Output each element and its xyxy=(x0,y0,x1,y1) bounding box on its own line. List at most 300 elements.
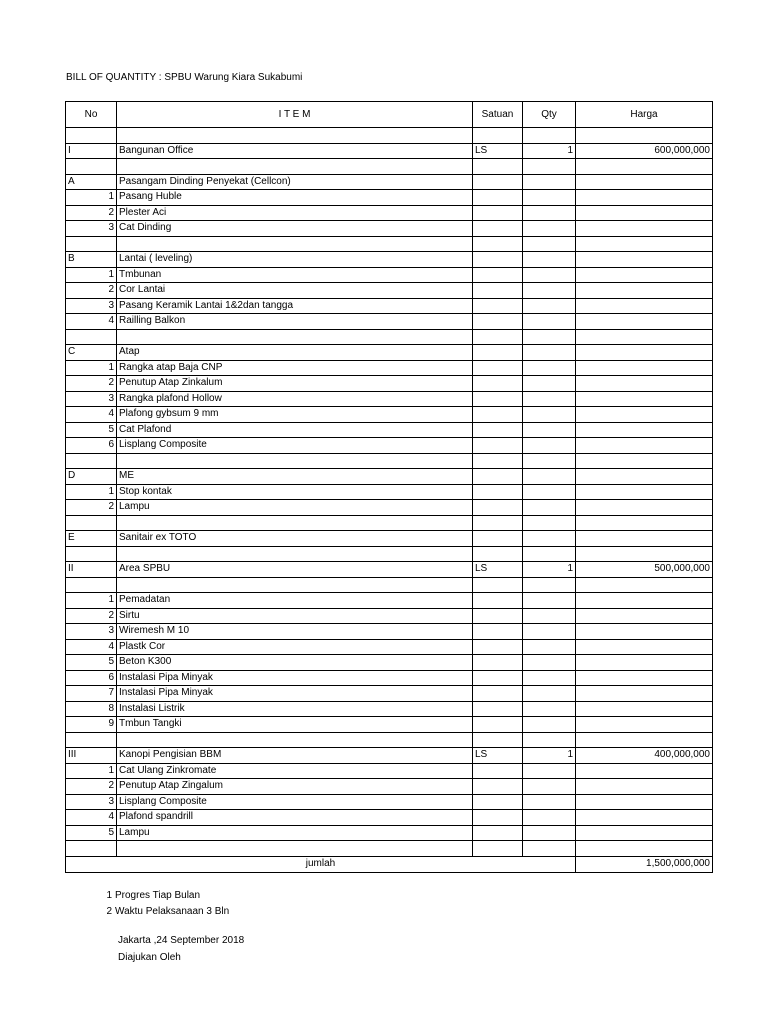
note-text: Waktu Pelaksanaan 3 Bln xyxy=(115,906,230,917)
cell-qty xyxy=(523,825,576,841)
cell-satuan xyxy=(473,593,523,609)
cell-qty: 1 xyxy=(523,562,576,578)
table-row xyxy=(66,717,713,733)
submitted-by: Diajukan Oleh xyxy=(118,952,181,963)
cell-satuan xyxy=(473,128,523,144)
table-row xyxy=(66,453,713,469)
cell-no: B xyxy=(66,252,117,268)
table-row xyxy=(66,205,713,221)
cell-harga xyxy=(576,794,713,810)
cell-item: Pasang Keramik Lantai 1&2dan tangga xyxy=(117,298,473,314)
cell-no xyxy=(66,577,117,593)
cell-no: 3 xyxy=(66,794,117,810)
cell-no: E xyxy=(66,531,117,547)
cell-item xyxy=(117,159,473,175)
cell-harga xyxy=(576,639,713,655)
cell-satuan: LS xyxy=(473,143,523,159)
cell-harga xyxy=(576,236,713,252)
cell-no xyxy=(66,159,117,175)
note-item xyxy=(100,905,229,921)
cell-harga xyxy=(576,670,713,686)
cell-no: C xyxy=(66,345,117,361)
cell-item: Plafong gybsum 9 mm xyxy=(117,407,473,423)
cell-satuan xyxy=(473,453,523,469)
cell-satuan: LS xyxy=(473,748,523,764)
table-row xyxy=(66,143,713,159)
cell-no: 5 xyxy=(66,825,117,841)
cell-satuan xyxy=(473,810,523,826)
cell-harga xyxy=(576,205,713,221)
cell-satuan xyxy=(473,655,523,671)
cell-item: Plastk Cor xyxy=(117,639,473,655)
cell-qty xyxy=(523,639,576,655)
total-row xyxy=(66,856,713,872)
cell-qty xyxy=(523,701,576,717)
cell-qty xyxy=(523,391,576,407)
cell-qty xyxy=(523,608,576,624)
total-label: jumlah xyxy=(66,856,576,872)
cell-harga xyxy=(576,314,713,330)
cell-qty xyxy=(523,376,576,392)
notes-list xyxy=(100,889,229,921)
cell-harga xyxy=(576,283,713,299)
cell-no: 1 xyxy=(66,360,117,376)
cell-qty xyxy=(523,236,576,252)
cell-qty xyxy=(523,546,576,562)
table-row xyxy=(66,221,713,237)
table-row xyxy=(66,841,713,857)
cell-harga xyxy=(576,329,713,345)
cell-satuan xyxy=(473,422,523,438)
table-row xyxy=(66,190,713,206)
cell-item: Pasang Huble xyxy=(117,190,473,206)
cell-qty xyxy=(523,500,576,516)
cell-satuan xyxy=(473,236,523,252)
note-item xyxy=(100,889,229,905)
cell-qty xyxy=(523,686,576,702)
cell-no: 3 xyxy=(66,221,117,237)
cell-no xyxy=(66,453,117,469)
cell-item: Lisplang Composite xyxy=(117,438,473,454)
cell-satuan xyxy=(473,841,523,857)
cell-no: 2 xyxy=(66,779,117,795)
cell-satuan xyxy=(473,608,523,624)
cell-no: 2 xyxy=(66,376,117,392)
table-row xyxy=(66,236,713,252)
cell-item: Lampu xyxy=(117,500,473,516)
table-row xyxy=(66,314,713,330)
cell-harga xyxy=(576,825,713,841)
cell-qty xyxy=(523,190,576,206)
cell-harga xyxy=(576,531,713,547)
cell-item: Instalasi Listrik xyxy=(117,701,473,717)
cell-satuan xyxy=(473,717,523,733)
cell-no: 5 xyxy=(66,422,117,438)
cell-item xyxy=(117,453,473,469)
cell-item: Railling Balkon xyxy=(117,314,473,330)
cell-harga xyxy=(576,686,713,702)
cell-item xyxy=(117,515,473,531)
cell-item: Tmbunan xyxy=(117,267,473,283)
cell-item: Penutup Atap Zinkalum xyxy=(117,376,473,392)
note-number: 2 xyxy=(106,906,112,917)
cell-harga xyxy=(576,360,713,376)
cell-satuan xyxy=(473,329,523,345)
cell-item: Lantai ( leveling) xyxy=(117,252,473,268)
table-row xyxy=(66,608,713,624)
table-row xyxy=(66,267,713,283)
cell-qty xyxy=(523,221,576,237)
cell-qty xyxy=(523,128,576,144)
cell-no: 4 xyxy=(66,639,117,655)
cell-harga xyxy=(576,453,713,469)
cell-harga xyxy=(576,763,713,779)
cell-qty xyxy=(523,174,576,190)
cell-satuan xyxy=(473,825,523,841)
cell-satuan xyxy=(473,283,523,299)
header-harga: Harga xyxy=(576,102,713,128)
place-date: Jakarta ,24 September 2018 xyxy=(118,935,245,946)
cell-qty xyxy=(523,407,576,423)
cell-satuan xyxy=(473,732,523,748)
cell-satuan xyxy=(473,407,523,423)
cell-qty xyxy=(523,329,576,345)
cell-harga xyxy=(576,391,713,407)
cell-qty xyxy=(523,670,576,686)
cell-satuan xyxy=(473,763,523,779)
cell-satuan xyxy=(473,686,523,702)
cell-satuan xyxy=(473,624,523,640)
cell-satuan xyxy=(473,670,523,686)
cell-item xyxy=(117,732,473,748)
cell-harga xyxy=(576,252,713,268)
cell-item: Cat Ulang Zinkromate xyxy=(117,763,473,779)
cell-harga xyxy=(576,546,713,562)
cell-item: Rangka plafond Hollow xyxy=(117,391,473,407)
table-row xyxy=(66,794,713,810)
cell-item xyxy=(117,128,473,144)
cell-no: 1 xyxy=(66,763,117,779)
cell-item: Penutup Atap Zingalum xyxy=(117,779,473,795)
cell-no: 3 xyxy=(66,391,117,407)
cell-no xyxy=(66,732,117,748)
table-row xyxy=(66,810,713,826)
cell-item xyxy=(117,546,473,562)
cell-qty xyxy=(523,732,576,748)
signature-block xyxy=(118,934,244,968)
cell-harga xyxy=(576,422,713,438)
cell-qty xyxy=(523,515,576,531)
cell-item: Stop kontak xyxy=(117,484,473,500)
cell-qty xyxy=(523,205,576,221)
cell-no xyxy=(66,329,117,345)
table-row xyxy=(66,391,713,407)
table-row xyxy=(66,128,713,144)
cell-harga xyxy=(576,732,713,748)
cell-satuan xyxy=(473,391,523,407)
table-row xyxy=(66,298,713,314)
cell-no: 6 xyxy=(66,670,117,686)
cell-item: Instalasi Pipa Minyak xyxy=(117,670,473,686)
table-row xyxy=(66,593,713,609)
cell-no: 9 xyxy=(66,717,117,733)
cell-no: 4 xyxy=(66,810,117,826)
cell-harga xyxy=(576,577,713,593)
cell-item: Lampu xyxy=(117,825,473,841)
cell-item: Instalasi Pipa Minyak xyxy=(117,686,473,702)
total-value: 1,500,000,000 xyxy=(576,856,713,872)
cell-satuan xyxy=(473,500,523,516)
cell-satuan xyxy=(473,639,523,655)
table-row xyxy=(66,438,713,454)
cell-qty xyxy=(523,624,576,640)
cell-no: II xyxy=(66,562,117,578)
cell-item: Area SPBU xyxy=(117,562,473,578)
table-header-row xyxy=(66,102,713,128)
cell-satuan xyxy=(473,360,523,376)
cell-qty xyxy=(523,252,576,268)
table-row xyxy=(66,562,713,578)
cell-harga xyxy=(576,407,713,423)
cell-item: Sirtu xyxy=(117,608,473,624)
table-row xyxy=(66,639,713,655)
cell-harga xyxy=(576,717,713,733)
cell-harga xyxy=(576,438,713,454)
cell-item: Plafond spandrill xyxy=(117,810,473,826)
cell-satuan xyxy=(473,484,523,500)
table-row xyxy=(66,159,713,175)
header-no: No xyxy=(66,102,117,128)
table-row xyxy=(66,174,713,190)
cell-harga xyxy=(576,624,713,640)
cell-item: Pemadatan xyxy=(117,593,473,609)
cell-item: Kanopi Pengisian BBM xyxy=(117,748,473,764)
cell-satuan xyxy=(473,345,523,361)
table-row xyxy=(66,360,713,376)
cell-qty xyxy=(523,531,576,547)
cell-satuan xyxy=(473,779,523,795)
cell-harga xyxy=(576,810,713,826)
note-number: 1 xyxy=(106,890,112,901)
cell-item: Beton K300 xyxy=(117,655,473,671)
cell-item: Pasangam Dinding Penyekat (Cellcon) xyxy=(117,174,473,190)
table-row xyxy=(66,515,713,531)
table-row xyxy=(66,748,713,764)
cell-item xyxy=(117,236,473,252)
header-item: I T E M xyxy=(117,102,473,128)
cell-qty xyxy=(523,841,576,857)
cell-item: Bangunan Office xyxy=(117,143,473,159)
cell-satuan xyxy=(473,531,523,547)
cell-satuan xyxy=(473,794,523,810)
cell-qty xyxy=(523,655,576,671)
table-row xyxy=(66,624,713,640)
cell-harga xyxy=(576,515,713,531)
cell-harga xyxy=(576,484,713,500)
cell-no: 2 xyxy=(66,283,117,299)
table-row xyxy=(66,779,713,795)
cell-qty xyxy=(523,267,576,283)
cell-no: 8 xyxy=(66,701,117,717)
table-row xyxy=(66,531,713,547)
cell-item: Wiremesh M 10 xyxy=(117,624,473,640)
cell-qty xyxy=(523,717,576,733)
cell-no: A xyxy=(66,174,117,190)
cell-qty xyxy=(523,453,576,469)
cell-item: Rangka atap Baja CNP xyxy=(117,360,473,376)
cell-harga xyxy=(576,655,713,671)
cell-satuan xyxy=(473,376,523,392)
cell-satuan xyxy=(473,221,523,237)
cell-satuan xyxy=(473,438,523,454)
cell-harga: 600,000,000 xyxy=(576,143,713,159)
cell-harga xyxy=(576,174,713,190)
cell-item xyxy=(117,329,473,345)
table-row xyxy=(66,469,713,485)
cell-qty xyxy=(523,159,576,175)
cell-item: Sanitair ex TOTO xyxy=(117,531,473,547)
cell-satuan xyxy=(473,314,523,330)
cell-no: 4 xyxy=(66,407,117,423)
cell-satuan xyxy=(473,546,523,562)
table-row xyxy=(66,500,713,516)
table-row xyxy=(66,407,713,423)
cell-no xyxy=(66,515,117,531)
table-row xyxy=(66,577,713,593)
cell-qty xyxy=(523,360,576,376)
table-row xyxy=(66,345,713,361)
cell-qty xyxy=(523,283,576,299)
table-row xyxy=(66,701,713,717)
cell-item: Atap xyxy=(117,345,473,361)
cell-qty xyxy=(523,345,576,361)
cell-harga xyxy=(576,159,713,175)
cell-qty xyxy=(523,422,576,438)
cell-satuan xyxy=(473,159,523,175)
cell-satuan xyxy=(473,205,523,221)
cell-satuan xyxy=(473,252,523,268)
cell-harga xyxy=(576,345,713,361)
cell-satuan xyxy=(473,469,523,485)
cell-no: 2 xyxy=(66,205,117,221)
cell-satuan xyxy=(473,298,523,314)
bill-of-quantity-table xyxy=(65,101,713,873)
table-row xyxy=(66,732,713,748)
cell-qty xyxy=(523,794,576,810)
table-row xyxy=(66,376,713,392)
cell-satuan xyxy=(473,174,523,190)
cell-no: 3 xyxy=(66,298,117,314)
cell-harga xyxy=(576,128,713,144)
cell-harga xyxy=(576,701,713,717)
cell-item: Cor Lantai xyxy=(117,283,473,299)
cell-harga xyxy=(576,298,713,314)
cell-qty xyxy=(523,763,576,779)
cell-harga: 400,000,000 xyxy=(576,748,713,764)
header-satuan: Satuan xyxy=(473,102,523,128)
table-row xyxy=(66,283,713,299)
cell-no: 2 xyxy=(66,500,117,516)
cell-qty xyxy=(523,469,576,485)
cell-no: 1 xyxy=(66,190,117,206)
cell-satuan xyxy=(473,515,523,531)
cell-harga xyxy=(576,376,713,392)
cell-harga xyxy=(576,841,713,857)
cell-qty xyxy=(523,298,576,314)
cell-no: 6 xyxy=(66,438,117,454)
cell-qty xyxy=(523,314,576,330)
cell-item: Tmbun Tangki xyxy=(117,717,473,733)
cell-no: 3 xyxy=(66,624,117,640)
table-row xyxy=(66,329,713,345)
table-row xyxy=(66,252,713,268)
cell-no: III xyxy=(66,748,117,764)
cell-qty: 1 xyxy=(523,143,576,159)
cell-harga xyxy=(576,779,713,795)
note-text: Progres Tiap Bulan xyxy=(115,890,201,901)
cell-harga xyxy=(576,221,713,237)
cell-no: 5 xyxy=(66,655,117,671)
table-row xyxy=(66,655,713,671)
cell-item: Cat Plafond xyxy=(117,422,473,438)
cell-no xyxy=(66,841,117,857)
cell-no xyxy=(66,546,117,562)
cell-item: Plester Aci xyxy=(117,205,473,221)
cell-satuan xyxy=(473,190,523,206)
table-row xyxy=(66,546,713,562)
table-row xyxy=(66,686,713,702)
cell-harga xyxy=(576,190,713,206)
cell-item xyxy=(117,577,473,593)
cell-harga xyxy=(576,593,713,609)
cell-qty xyxy=(523,438,576,454)
cell-harga xyxy=(576,500,713,516)
cell-qty xyxy=(523,810,576,826)
cell-item: Lisplang Composite xyxy=(117,794,473,810)
cell-no: 1 xyxy=(66,267,117,283)
cell-no: 2 xyxy=(66,608,117,624)
cell-no: 1 xyxy=(66,484,117,500)
document-title: BILL OF QUANTITY : SPBU Warung Kiara Sukabumi xyxy=(66,72,303,83)
cell-harga: 500,000,000 xyxy=(576,562,713,578)
cell-qty xyxy=(523,779,576,795)
cell-satuan xyxy=(473,577,523,593)
cell-no: D xyxy=(66,469,117,485)
cell-harga xyxy=(576,469,713,485)
cell-item: Cat Dinding xyxy=(117,221,473,237)
cell-item xyxy=(117,841,473,857)
cell-item: ME xyxy=(117,469,473,485)
cell-satuan xyxy=(473,701,523,717)
cell-satuan: LS xyxy=(473,562,523,578)
cell-no xyxy=(66,236,117,252)
cell-satuan xyxy=(473,267,523,283)
table-row xyxy=(66,484,713,500)
cell-qty xyxy=(523,577,576,593)
cell-no: I xyxy=(66,143,117,159)
cell-no: 4 xyxy=(66,314,117,330)
table-row xyxy=(66,825,713,841)
table-row xyxy=(66,670,713,686)
table-row xyxy=(66,763,713,779)
cell-qty xyxy=(523,484,576,500)
cell-no: 1 xyxy=(66,593,117,609)
cell-no: 7 xyxy=(66,686,117,702)
table-body xyxy=(66,128,713,857)
cell-harga xyxy=(576,608,713,624)
table-row xyxy=(66,422,713,438)
header-qty: Qty xyxy=(523,102,576,128)
